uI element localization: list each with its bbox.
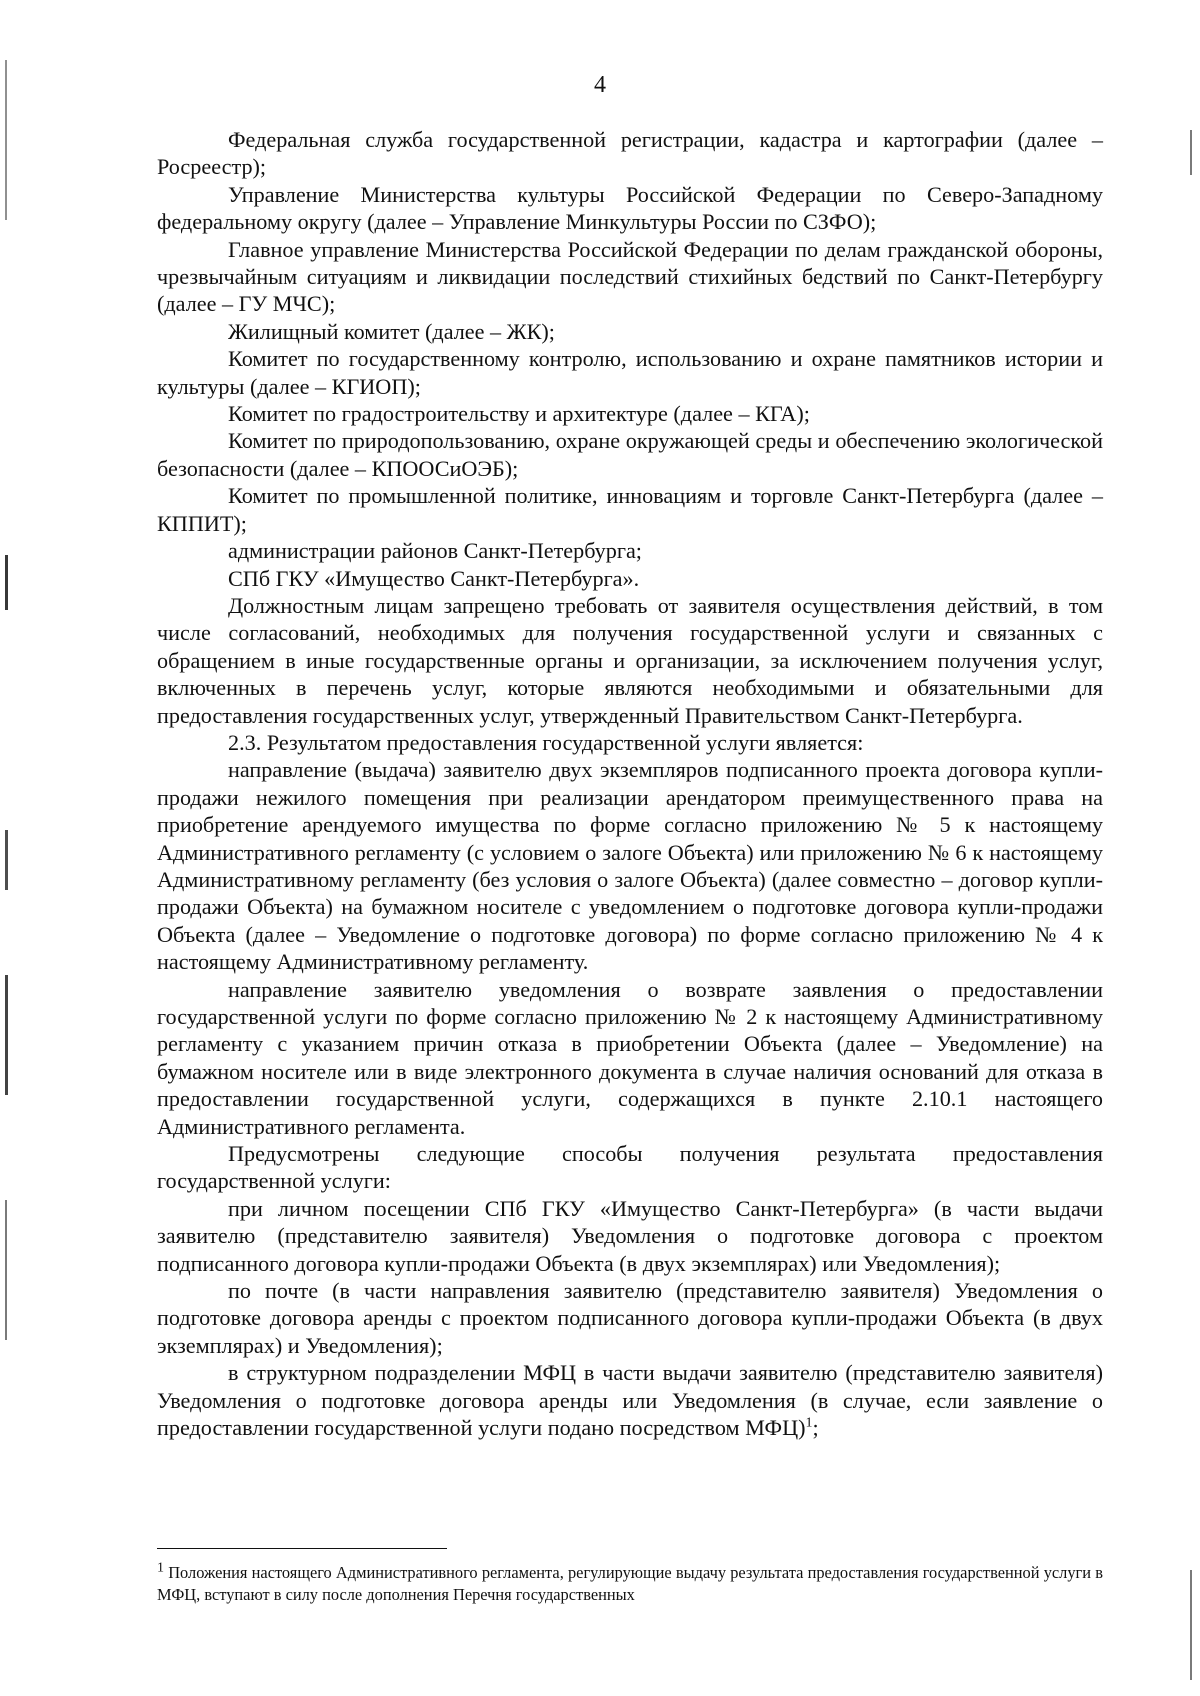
scan-artifact — [5, 830, 8, 890]
paragraph: Комитет по государственному контролю, использованию и охране памятников истории и культуры (далее – КГИОП); — [157, 346, 1103, 399]
paragraph: по почте (в части направления заявителю (представителю заявителя) Уведомления о подготовке договора аренды с проектом подписанного договора купли-продажи Объекта (в двух экземплярах) и Уведомления); — [157, 1278, 1103, 1358]
scan-artifact — [5, 555, 8, 610]
footnote-text: Положения настоящего Административного регламента, регулирующие выдачу результата предоставления государственной услуги в МФЦ, вступают в силу после дополнения Перечня государственных — [157, 1563, 1103, 1604]
footnote — [157, 1562, 1103, 1606]
footnote-marker: 1 — [157, 1560, 164, 1576]
scan-artifact — [5, 1200, 7, 1340]
paragraph: направление (выдача) заявителю двух экземпляров подписанного проекта договора купли-продажи нежилого помещения при реализации арендатором преимущественного права на приобретение арендуемого имущества по форме согласно приложению № 5 к настоящему Административного регламенту (с условием о залоге Объекта) или приложению № 6 к настоящему Административному регламенту (без условия о залоге Объекта) (далее совместно – договор купли-продажи Объекта) на бумажном носителе с уведомлением о подготовке договора купли-продажи Объекта (далее – Уведомление о подготовке договора) по форме согласно приложению № 4 к настоящему Административному регламенту. — [157, 757, 1103, 975]
scan-artifact — [5, 975, 8, 1095]
paragraph: направление заявителю уведомления о возврате заявления о предоставлении государственной услуги по форме согласно приложению № 2 к настоящему Административному регламенту с указанием причин отказа в приобретении Объекта (далее – Уведомление) на бумажном носителе или в виде электронного документа в случае наличия оснований для отказа в предоставлении государственной услуги, содержащихся в пункте 2.10.1 настоящего Административного регламента. — [157, 976, 1103, 1139]
paragraph: Главное управление Министерства Российской Федерации по делам гражданской обороны, чрезвычайным ситуациям и ликвидации последствий стихийных бедствий по Санкт-Петербургу (далее – ГУ МЧС); — [157, 236, 1103, 317]
paragraph: Должностным лицам запрещено требовать от заявителя осуществления действий, в том числе согласований, необходимых для получения государственной услуги и связанных с обращением в иные государственные органы и организации, за исключением получения услуг, включенных в перечень услуг, которые являются необходимыми и обязательными для предоставления государственных услуг, утвержденный Правительством Санкт-Петербурга. — [157, 592, 1103, 728]
paragraph: при личном посещении СПб ГКУ «Имущество Санкт-Петербурга» (в части выдачи заявителю (представителю заявителя) Уведомления о подготовке договора с проектом подписанного договора купли-продажи Объекта (в двух экземплярах) или Уведомления); — [157, 1195, 1103, 1276]
paragraph: Комитет по промышленной политике, инновациям и торговле Санкт-Петербурга (далее – КППИТ); — [157, 483, 1103, 536]
scan-artifact — [1190, 130, 1192, 175]
paragraph: Федеральная служба государственной регистрации, кадастра и картографии (далее – Росреестр); — [157, 127, 1103, 180]
paragraph: СПб ГКУ «Имущество Санкт-Петербурга». — [228, 565, 640, 591]
footnote-reference: 1 — [805, 1415, 813, 1431]
paragraph: Жилищный комитет (далее – ЖК); — [228, 318, 555, 344]
paragraph: Комитет по природопользованию, охране окружающей среды и обеспечению экологической безопасности (далее – КПООСиОЭБ); — [157, 428, 1103, 481]
paragraph-last-tail: ; — [812, 1415, 819, 1441]
paragraph: Управление Министерства культуры Российской Федерации по Северо-Западному федеральному округу (далее – Управление Минкультуры России по СЗФО); — [157, 181, 1103, 235]
document-body — [157, 126, 1103, 1442]
page-number: 4 — [594, 72, 606, 98]
paragraph-last — [157, 1359, 1103, 1441]
scan-artifact — [5, 60, 7, 220]
scan-artifact — [1190, 1570, 1192, 1680]
paragraph-last-text: в структурном подразделении МФЦ в части выдачи заявителю (представителю заявителя) Уведомления о подготовке договора аренды или Уведомления (в случае, если заявление о предоставлении государственной услуги подано посредством МФЦ) — [157, 1360, 1103, 1441]
paragraph: 2.3. Результатом предоставления государственной услуги является: — [228, 729, 864, 755]
paragraph: Предусмотрены следующие способы получения результата предоставления государственной услуги: — [157, 1141, 1103, 1194]
paragraph: администрации районов Санкт-Петербурга; — [228, 538, 642, 564]
footnote-separator — [157, 1548, 447, 1549]
paragraph: Комитет по градостроительству и архитектуре (далее – КГА); — [228, 401, 810, 427]
